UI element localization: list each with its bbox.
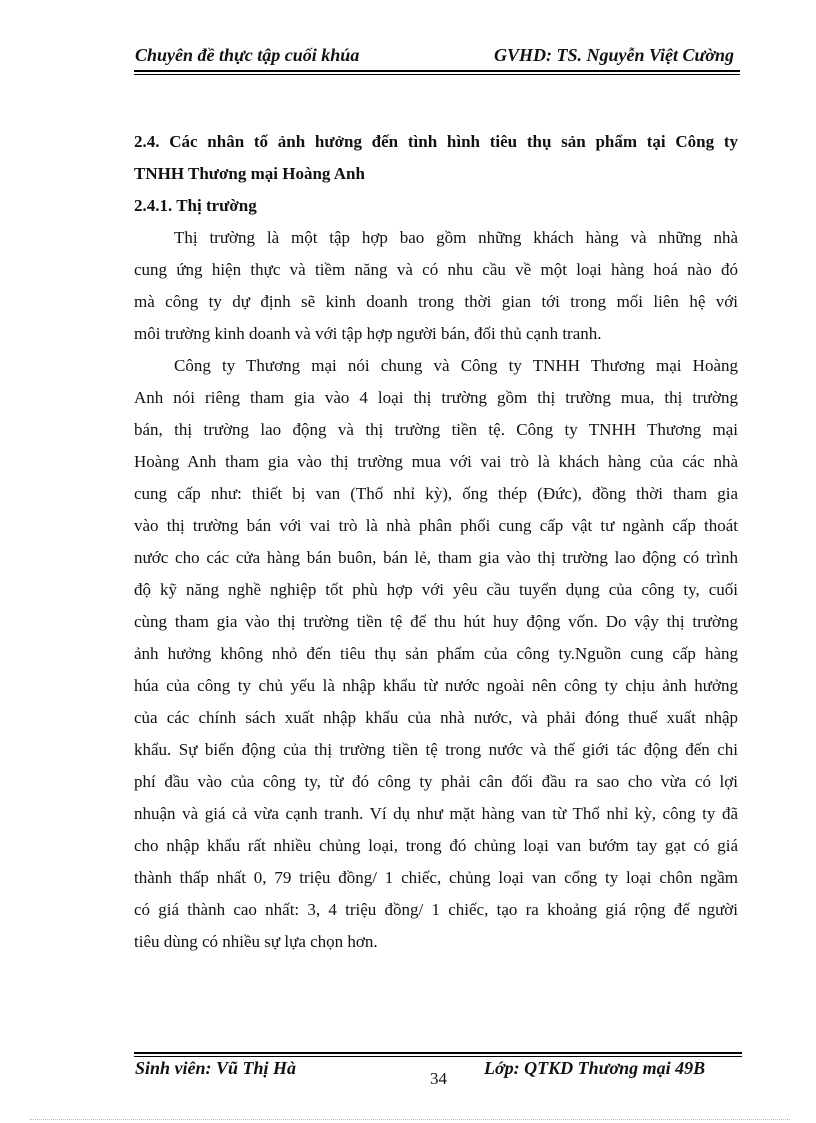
header-left-title: Chuyên đề thực tập cuối khúa (135, 45, 360, 65)
paragraph-line: nhuận và giá cả vừa cạnh tranh. Ví dụ như mặt hàng van từ Thổ nhỉ kỳ, công ty đã (134, 804, 738, 823)
footer-student: Sinh viên: Vũ Thị Hà (135, 1058, 297, 1078)
header-supervisor: GVHD: TS. Nguyễn Việt Cường (494, 45, 734, 65)
paragraph-line: môi trường kinh doanh và với tập hợp người bán, đối thủ cạnh tranh. (134, 324, 602, 343)
paragraph-line: Hoàng Anh tham gia vào thị trường mua với vai trò là khách hàng của các nhà (134, 452, 738, 471)
footer-rule-thick (134, 1052, 742, 1054)
page-body (134, 126, 738, 958)
paragraph-line: Thị trường là một tập hợp bao gồm những khách hàng và những nhà (174, 228, 738, 247)
paragraph-line: mà công ty dự định sẽ kinh doanh trong thời gian tới trong mối liên hệ với (134, 292, 738, 311)
paragraph-1 (134, 222, 738, 350)
paragraph-line: phí đầu vào của công ty, từ đó công ty phải cân đối đầu ra sao cho vừa có lợi (134, 772, 738, 791)
header-rule-thin (134, 74, 740, 75)
page-header (134, 45, 740, 69)
page-number: 34 (430, 1069, 447, 1088)
paragraph-line: tiêu dùng có nhiều sự lựa chọn hơn. (134, 932, 378, 951)
paragraph-line: bán, thị trường lao động và thị trường tiền tệ. Công ty TNHH Thương mại (134, 420, 738, 439)
paragraph-line: của các chính sách xuất nhập khẩu của nhà nước, và phải đóng thuế xuất nhập (134, 708, 738, 727)
paragraph-line: có giá thành cao nhất: 3, 4 triệu đồng/ 1 chiếc, tạo ra khoảng giá rộng để người (134, 900, 738, 919)
paragraph-line: cung cấp như: thiết bị van (Thổ nhỉ kỳ), ống thép (Đức), đồng thời tham gia (134, 484, 738, 503)
paragraph-line: cùng tham gia vào thị trường tiền tệ để thu hút huy động vốn. Do vậy thị trường (134, 612, 738, 631)
section-heading-line-1: 2.4. Các nhân tố ảnh hưởng đến tình hình tiêu thụ sản phẩm tại Công ty (134, 132, 738, 151)
header-rule-thick (134, 70, 740, 72)
subsection-heading: 2.4.1. Thị trường (134, 196, 257, 215)
section-heading-line-2: TNHH Thương mại Hoàng Anh (134, 164, 365, 183)
bottom-dotted-border (30, 1119, 790, 1120)
paragraph-line: cung ứng hiện thực và tiềm năng và có nhu cầu về một loại hàng hoá nào đó (134, 260, 738, 279)
paragraph-2 (134, 350, 738, 958)
footer-rule-thin (134, 1056, 742, 1057)
paragraph-line: thành thấp nhất 0, 79 triệu đồng/ 1 chiếc, chủng loại van cổng ty loại chôn ngầm (134, 868, 738, 887)
paragraph-line: Công ty Thương mại nói chung và Công ty TNHH Thương mại Hoàng (174, 356, 738, 375)
paragraph-line: khẩu. Sự biến động của thị trường tiền tệ trong nước và thế giới tác động đến chi (134, 740, 738, 759)
paragraph-line: cho nhập khẩu rất nhiều chủng loại, trong đó chủng loại van bướm tay gạt có giá (134, 836, 738, 855)
paragraph-line: ảnh hưởng không nhỏ đến tiêu thụ sản phẩm của công ty.Nguồn cung cấp hàng (134, 644, 738, 663)
paragraph-line: nước cho các cửa hàng bán buôn, bán lẻ, tham gia vào thị trường lao động có trình (134, 548, 738, 567)
paragraph-line: húa của công ty chủ yếu là nhập khẩu từ nước ngoài nên công ty chịu ảnh hưởng (134, 676, 738, 695)
paragraph-line: Anh nói riêng tham gia vào 4 loại thị trường gồm thị trường mua, thị trường (134, 388, 738, 407)
footer-class: Lớp: QTKD Thương mại 49B (484, 1058, 706, 1078)
paragraph-line: vào thị trường bán với vai trò là nhà phân phối cung cấp vật tư ngành cấp thoát (134, 516, 738, 535)
paragraph-line: độ kỹ năng nghề nghiệp tốt phù hợp với yêu cầu tuyển dụng của công ty, cuối (134, 580, 738, 599)
